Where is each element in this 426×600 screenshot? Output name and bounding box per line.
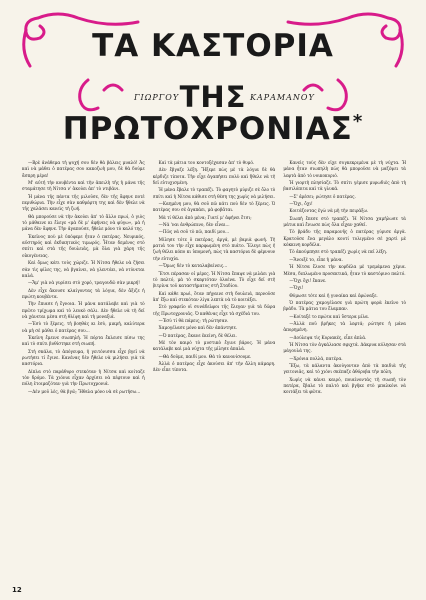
paragraph: Στὴ σκάλα, τὸ ἀπόγευμα, ἡ γειτόνισσα εἶχε βγεῖ νὰ ρωτήσει τί ἔγινε. Κανένας δὲν ἤθελε νὰ μιλήσει γιὰ τὰ καστόρια.	[22, 348, 145, 367]
paragraph: —Ὅμως δὲν τὸ καταλαβαίνεις...	[158, 263, 228, 269]
paragraph: —Ἄνοιξέ το, εἶπε ἡ μάνα.	[289, 256, 343, 262]
paragraph: —Κοίταξέ το πρώτα καὶ ὕστερα μίλα.	[289, 313, 370, 319]
paragraph: Καὶ κάθε πρωὶ, ὅταν πήγαινε στὴ δουλειά, περνοῦσε ἀπ' ἔξω καὶ στεκόταν λίγα λεπτὰ νὰ τὸ κοιτάξει.	[152, 290, 276, 302]
paragraph: Στὸ γραφεῖο οἱ συνάδελφοι τῆς ἔλεγαν γιὰ τὰ δῶρα τῆς Πρωτοχρονιᾶς. Ὁ καθένας εἶχε τὰ σχέδιά του.	[152, 304, 276, 316]
paragraph: —Σ' ἀρέσει; ρώτησε ὁ πατέρας.	[289, 193, 356, 199]
paragraph: Μὰ τί θέλει ἀπὸ μένα; Γιατί μ' ἀφήνει ἔτσι;	[158, 214, 252, 220]
paragraph: Μίλησε τότε ὁ πατέρας, ἀργά, μὲ βαριὰ φωνή. Τὴ ματιά του τὴν εἶχε καρφωμένη στὸ πιάτο. Ἔλεγε πὼς ἡ ζωὴ θέλει κόπο κι ὑπομονή, πὼς τὰ καστόρια δὲ φέρνουν τὴν εὐτυχία.	[152, 236, 276, 261]
paragraph: —Νά 'ναι ἀνθρώπινο, δὲν εἶναι...	[158, 222, 230, 228]
paragraph: —Δὲν μοῦ λὲς, θὰ βγῶ; Ἤθελα μόνο νὰ σὲ ρωτήσω...	[28, 388, 141, 394]
text-column-1	[22, 160, 145, 580]
paragraph: Χαμογέλασε μόνο καὶ δὲν ἀπάντησε.	[158, 325, 238, 331]
title-block	[18, 10, 408, 147]
story-columns	[22, 160, 406, 580]
paragraph: Μ' αὐτή τὴν κουβέντα καὶ τὴν ἀπειλὴ τῆς ἡ μάνα τῆς σταμάτησε τὴ Νίτσα ν' ἀκούει ἀπ' τὸ ντιβάνι.	[22, 180, 145, 192]
paragraph: Δὲν ἔβγαζε λέξη. Ἤξερε πὼς μὲ τὰ λόγια δὲ θὰ κέρδιζε τίποτα. Τὴν εἶχε ἀγαπήσει πολὺ καὶ ἤθελε νὰ τὴ δεῖ εὐτυχισμένη.	[152, 167, 276, 186]
story-title-line3-text: ΠΡΩΤΟΧΡΟΝΙΑΣ	[62, 111, 353, 147]
paragraph: Ἡ Νίτσα τὸν ἀγκάλιασε σφιχτά. Δάκρυα κύλησαν στὰ μάγουλά της.	[283, 341, 407, 354]
paragraph: Ὁ πατέρας χαμογέλασε γιὰ πρώτη φορὰ ἐκεῖνο τὸ βράδυ. Τὰ μάτια του ἔλαμπαν.	[283, 299, 407, 312]
paragraph: Ἐκεῖνη ἔμεινε σιωπηλὴ. Ἡ πόρτα ἔκλεισε πίσω της καὶ τὸ σπίτι βυθίστηκε στὴ σιωπή.	[22, 334, 145, 347]
paragraph: —Ὄχι ὄχι! ἔκανε.	[289, 277, 327, 283]
paragraph: —Βρὲ ἀνάθεμα τὴ ψυχή σου δὲν θὰ βάλεις μυαλό! Ἀς καὶ νὰ μάθει ὁ πατέρας σου κακοζωὴ μου, δὲ θὰ δούμε ἄσπρη μέρα!	[22, 160, 145, 178]
paragraph: Ἐκεῖνος ποὺ μὲ ὑπόφερε ἦταν ὁ πατέρας. Νευρικός, αὐστηρός καὶ ἐκδικητικὸς τιμωρός. Ἦταν δεμένος στὸ σπίτι καὶ στὰ τῆς δουλειᾶς, μὰ ὅλα γιὰ χάρη τῆς οἰκογένειας.	[22, 233, 145, 258]
paragraph: Ἔτσι πέρασαν οἱ μέρες. Ἡ Νίτσα ἔπαψε νὰ μιλάει γιὰ τὸ παλτό, μὰ τὸ σκεφτόταν ὁλοένα. Τὸ εἶχε δεῖ στὴ βιτρίνα τοῦ καταστήματος στὴ Σταδίου.	[152, 270, 276, 289]
paragraph: —Καημένη μου, θὰ σοῦ πῶ κάτι ποὺ δὲν τὸ ξέρεις. Ὁ πατέρας σου σὲ ἀγαπάει, μὰ φοβᾶται.	[152, 201, 276, 213]
paragraph: Δὲν εἶχε ἄκουσε κλαίγοντας τὰ λόγια, δὲν ἄξιζε ἡ πρώτη κουβέντα.	[22, 287, 145, 299]
paragraph: —Ὄχι, ὄχι!	[289, 201, 313, 207]
footnote-asterisk: *	[352, 111, 364, 132]
paragraph: Ἡ Νίτσα ἔλυσε τὴν κορδέλα μὲ τρεμάμενα χέρια. Μέσα, διπλωμένο προσεκτικά, ἦταν τὸ καστόρινο παλτό.	[283, 264, 407, 276]
paragraph: Δίπλα στὸ παράθυρο στεκόταν ἡ Νίτσα καὶ κοίταζε τὸν δρόμο. Τὰ χιόνια εἶχαν ἀρχίσει νὰ πέφτουν καὶ ἡ πόλη ἑτοιμαζόταν γιὰ τὴν Πρωτοχρονιά.	[22, 368, 145, 387]
paragraph: Ἡ μάνα ἔβαλε τὸ τραπέζι. Τὸ φαγητὸ μύριζε σὲ ὅλο τὸ σπίτι καὶ ἡ Νίτσα κάθισε στὴ θέση της χωρὶς νὰ μιλήσει.	[152, 187, 276, 199]
story-title-line1: ΤΑ ΚΑΣΤΟΡΙΑ	[92, 28, 334, 64]
paragraph: Θὰ μπορούσε νὰ τὴν ἀκούει ἀπ' τὸ ἄλλο πρωί, ὁ γιὸς τὸ μάθαινε κι ἔλεγε «μὰ δὲ μ' ἀφήνεις νὰ φύγω», μὰ ἡ μάνα δὲν ἄφηνε. Τὴν ἀγαπούσε, ἤθελε μόνο τὸ καλό της.	[22, 213, 145, 232]
author-last-name: ΚΑΡΑΜΑΝΟΥ	[250, 93, 315, 102]
paragraph: —Ἀλλὰ ποῦ βρῆκες τὰ λεφτά; ρώτησε ἡ μάνα ἀπορημένη.	[283, 320, 407, 333]
paragraph: Καὶ τὰ μάτια του κοντοξέχασαν ἀπ' τὸ θυμό.	[158, 160, 255, 165]
text-column-3	[283, 160, 406, 580]
paragraph: Ἡ μάνα τῆς πάντα τῆς μιλοῦσε, δὲν τῆς ἄφηνε ποτὲ περιθώρια. Τὴν εἶχε σὰν καθρέφτη της καὶ δὲν ἤθελε νὰ τῆς χαλάσει κανεὶς τὴ ζωή.	[22, 193, 145, 212]
paragraph: Κοιτάζοντας ἐγὼ νὰ μὴ τὴν πειράξω.	[289, 208, 369, 214]
paragraph: Καὶ ὅμως κάτι τοὺς χώριζε. Ἡ Νίτσα ἤθελε νὰ ζήσει σὰν τὶς φίλες της, νὰ βγαίνει, νὰ γλεντάει, νὰ ντύνεται καλά.	[22, 260, 145, 278]
paragraph: Μὲ τὸν καιρὸ τὸ μυστικὸ ἔγινε βάρος. Ἡ μάνα κατάλαβε καὶ μιὰ νύχτα τῆς μίλησε ἁπαλά.	[152, 339, 276, 352]
paragraph: —Δούλεψα τὶς Κυριακές, εἶπε ἀπλά.	[289, 334, 367, 340]
author-first-name: ΓΙΩΡΓΟΥ	[134, 93, 180, 102]
paragraph: —Θὰ δοῦμε, παιδί μου. Θὰ τὸ κανονίσουμε.	[158, 353, 252, 359]
paragraph: —Χρόνια πολλά, πατέρα.	[289, 355, 343, 361]
paragraph: Ἀλλὰ ὁ πατέρας εἶχε ἀκούσει ἀπ' τὴν ἄλλη κάμαρη. Δὲν εἶπε τίποτα.	[152, 360, 276, 373]
paragraph: —Ὁ πατέρας, ἔκανε ἐκείνη, δὲ θέλει.	[158, 332, 237, 338]
paragraph: Τὴν ἔπιασε ἡ ἔγνοια. Ἡ μάνα κατάλαβε καὶ γιὰ τὸ πρῶτο τρίχωμα καὶ τὸ λευκὸ σάλι. Δὲν ἤθελε νὰ τὴ δεῖ νὰ χάνεται μέσα στὴ θλίψη καὶ τὴ μοναξιά.	[22, 301, 145, 319]
paragraph: Θύμωσε τότε καὶ ἡ γυναίκα καὶ ἐφώναξε.	[289, 292, 378, 298]
paragraph: —Ὄχι!	[289, 285, 304, 291]
story-title-line3	[18, 111, 408, 147]
paragraph: —Ἐσὺ τὸ ξέρεις, τὴ βοηθάς κι ἐσὺ, μικρή, καλύτερα νὰ μὴ σὲ μάθει ὁ πατέρας σου...	[22, 321, 145, 333]
story-title-line2: ΤΗΣ	[179, 80, 247, 114]
paragraph: —Ἄμ' γιὰ νὰ γυρίσει στὸ χορό, τραγουδῶ σὰν μικρή!	[28, 280, 140, 286]
paragraph: Ἡ γιορτὴ πλησίαζε. Τὸ σπίτι γέμισε μυρωδιὲς ἀπὸ τὴ βασιλόπιτα καὶ τὰ γλυκά.	[283, 180, 407, 192]
paragraph: Τὸ βράδυ τῆς παραμονῆς ὁ πατέρας γύρισε ἀργὰ. Κρατοῦσε ἕνα μεγάλο κουτί τυλιγμένο σὲ χαρτὶ μὲ κόκκινη κορδέλα.	[283, 229, 407, 248]
paragraph: Τὸ ἀκούμπησε στὸ τραπέζι χωρὶς νὰ πεῖ λέξη.	[289, 249, 387, 255]
paragraph: Κανεὶς τοὺς δὲν εἶχε συγκεκριμένα μὲ τὴ νύχτα. Ἡ μάνα ἦταν σιωπηλὴ πὼς θὰ μποροῦσε νὰ μαζέψει τὰ λεφτὰ ἀπὸ τὸ νοικοκυριό.	[283, 160, 407, 178]
paragraph: Σιωπὴ ἔπεσε στὸ τραπέζι. Ἡ Νίτσα χαμήλωσε τὰ μάτια καὶ ἔνιωσε πὼς ὅλα εἶχαν χαθεῖ.	[283, 215, 407, 228]
paragraph: —Ἐσὺ τί θὰ πάρεις; τὴ ρώτησαν.	[158, 317, 229, 323]
paragraph: —Πῶς νὰ σοῦ τὸ πῶ, παιδί μου...	[158, 229, 230, 235]
page-number: 12	[12, 586, 22, 594]
text-column-2	[153, 160, 276, 580]
paragraph: Χωρὶς νὰ κάνει καιρό, ποιαίνοντάς τὴ σιωπὴ τὸν πατέρα, ἔβαλε τὸ παλτὸ καὶ βγῆκε στὸ μπαλκόνι νὰ κοιτάξει τὰ φῶτα.	[283, 376, 407, 395]
paragraph: Ἔξω, τὰ κάλαντα ἀκούγονταν ἀπὸ τὰ παιδιὰ τῆς γειτονιᾶς, καὶ τὸ χιόνι σκέπαζε ἀθόρυβα τὴν πόλη.	[283, 362, 407, 375]
